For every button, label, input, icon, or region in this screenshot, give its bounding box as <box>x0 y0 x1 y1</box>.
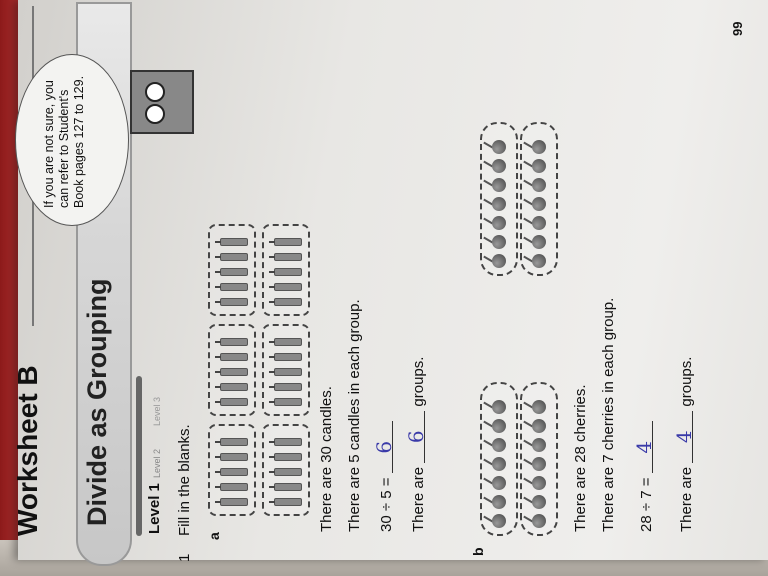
candle-icon <box>220 453 248 461</box>
candle-icon <box>274 353 302 361</box>
level-bar <box>136 376 142 536</box>
cherry-icon <box>532 216 546 230</box>
cherry-icon <box>492 216 506 230</box>
level-3-label: Level 3 <box>152 396 162 426</box>
candle-icon <box>220 368 248 376</box>
cherry-icon <box>492 495 506 509</box>
candle-icon <box>220 498 248 506</box>
groups-b-suffix: groups. <box>678 356 695 407</box>
cherry-icon <box>532 400 546 414</box>
level-2-label: Level 2 <box>152 448 162 478</box>
candle-icon <box>220 253 248 261</box>
cherry-icon <box>492 457 506 471</box>
candle-icon <box>274 368 302 376</box>
groups-a <box>404 356 428 532</box>
candle-icon <box>220 438 248 446</box>
cherry-icon <box>532 495 546 509</box>
groups-b <box>672 356 696 532</box>
candle-icon <box>220 283 248 291</box>
topic-title: Divide as Grouping <box>82 278 112 526</box>
worksheet-title: Worksheet B <box>12 365 43 536</box>
candle-icon <box>274 383 302 391</box>
candle-icon <box>274 338 302 346</box>
candle-icon <box>220 353 248 361</box>
cherry-icon <box>532 457 546 471</box>
groups-a-suffix: groups. <box>410 356 427 407</box>
candle-icon <box>220 398 248 406</box>
candle-icon <box>220 238 248 246</box>
groups-a-prefix: There are <box>410 466 427 532</box>
cherries-per-group-text: There are 7 cherries in each group. <box>600 297 617 532</box>
tip-text: If you are not sure, you can refer to Student's Book pages 127 to 129. <box>42 75 86 208</box>
cherry-icon <box>492 178 506 192</box>
cherry-icon <box>532 254 546 268</box>
candle-icon <box>220 383 248 391</box>
candle-icon <box>274 468 302 476</box>
cherry-icon <box>532 197 546 211</box>
candles-total-text: There are 30 candles. <box>318 386 335 532</box>
candles-per-group-text: There are 5 candles in each group. <box>346 299 363 532</box>
candle-icon <box>274 483 302 491</box>
mascot-eye-icon <box>145 104 165 124</box>
level-1-label: Level 1 <box>146 483 163 534</box>
cherry-icon <box>492 400 506 414</box>
cherry-icon <box>492 254 506 268</box>
cherry-icon <box>492 235 506 249</box>
candle-icon <box>220 298 248 306</box>
candle-icon <box>220 338 248 346</box>
cherry-icon <box>532 178 546 192</box>
page-number: 99 <box>730 21 745 36</box>
candle-icon <box>220 268 248 276</box>
candle-icon <box>274 438 302 446</box>
cherry-icon <box>532 438 546 452</box>
groups-a-answer[interactable]: 6 <box>408 411 425 463</box>
candle-icon <box>220 483 248 491</box>
cherry-icon <box>492 419 506 433</box>
equation-b <box>632 421 656 532</box>
cherry-icon <box>532 419 546 433</box>
cherry-icon <box>532 140 546 154</box>
cherry-icon <box>532 476 546 490</box>
cherry-icon <box>492 159 506 173</box>
cherry-icon <box>532 514 546 528</box>
candle-icon <box>274 453 302 461</box>
candle-icon <box>274 298 302 306</box>
candle-icon <box>274 498 302 506</box>
cherry-icon <box>492 514 506 528</box>
candle-icon <box>274 283 302 291</box>
cherry-icon <box>532 159 546 173</box>
cherry-icon <box>492 438 506 452</box>
part-b-label: b <box>470 547 486 556</box>
cherry-icon <box>532 235 546 249</box>
candle-icon <box>274 268 302 276</box>
groups-b-answer[interactable]: 4 <box>676 411 693 463</box>
cherry-icon <box>492 140 506 154</box>
cherry-icon <box>492 197 506 211</box>
candle-icon <box>274 238 302 246</box>
candle-icon <box>274 398 302 406</box>
equation-a-answer[interactable]: 6 <box>376 421 393 473</box>
question-number: 1 <box>176 553 193 562</box>
equation-b-answer[interactable]: 4 <box>636 421 653 473</box>
candle-icon <box>274 253 302 261</box>
equation-a-prefix: 30 ÷ 5 = <box>378 477 395 532</box>
candle-icon <box>220 468 248 476</box>
part-a-label: a <box>206 532 222 540</box>
question-instruction: Fill in the blanks. <box>176 424 193 536</box>
groups-b-prefix: There are <box>678 466 695 532</box>
equation-b-prefix: 28 ÷ 7 = <box>638 477 655 532</box>
equation-a <box>372 421 396 532</box>
mascot-eye-icon <box>145 82 165 102</box>
cherries-total-text: There are 28 cherries. <box>572 384 589 532</box>
cherry-icon <box>492 476 506 490</box>
mascot-icon <box>130 70 194 134</box>
